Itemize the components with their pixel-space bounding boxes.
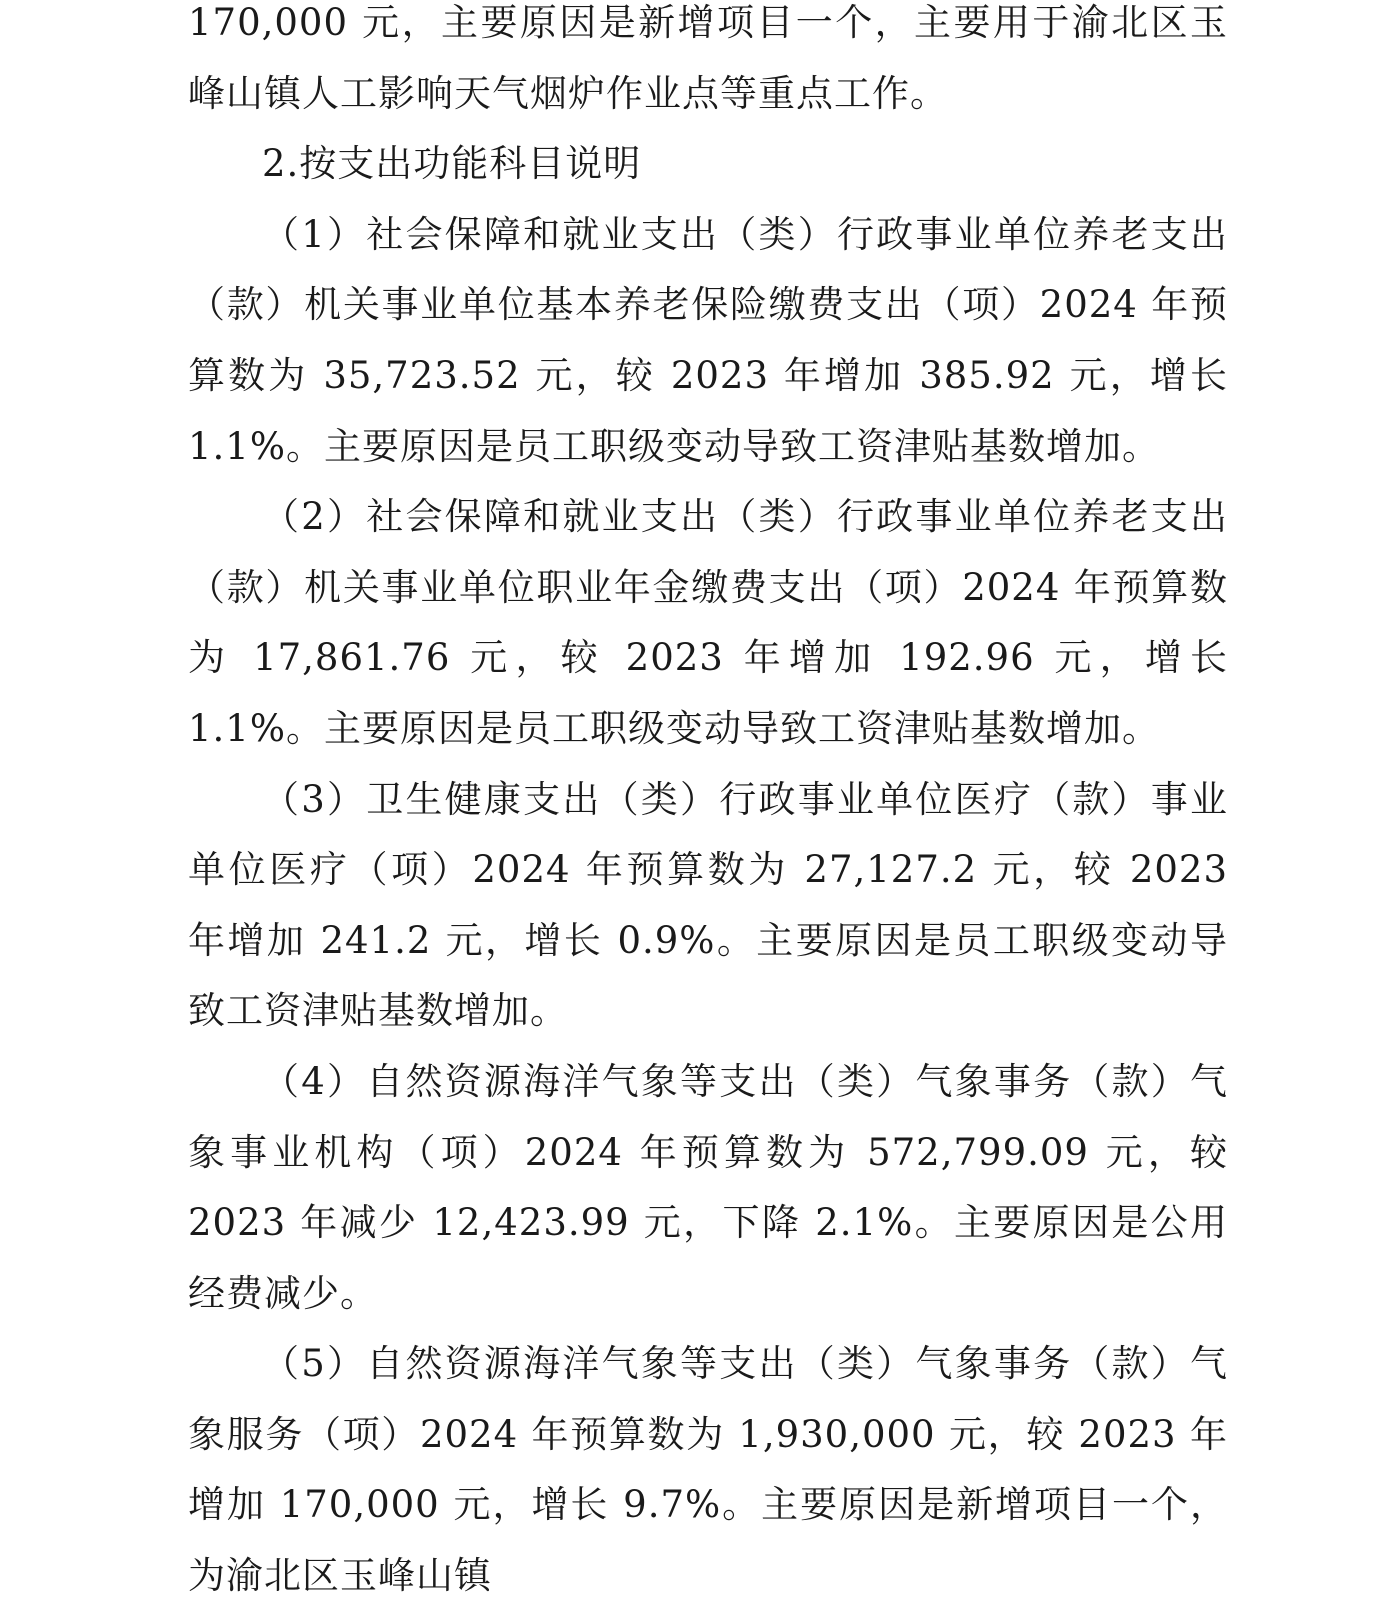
item-paragraph-3: （3）卫生健康支出（类）行政事业单位医疗（款）事业单位医疗（项）2024 年预算数为 27,127.2 元，较 2023 年增加 241.2 元，增长 0.9%。主要原因是员工职级变动导致工资津贴基数增加。 xyxy=(188,777,1228,1033)
item-paragraph-5: （5）自然资源海洋气象等支出（类）气象事务（款）气象服务（项）2024 年预算数为 1,930,000 元，较 2023 年增加 170,000 元，增长 9.7%。主要原因是新增项目一个，为渝北区玉峰山镇 xyxy=(188,1342,1228,1598)
section-heading: 2.按支出功能科目说明 xyxy=(262,142,642,186)
item-paragraph-1: （1）社会保障和就业支出（类）行政事业单位养老支出（款）机关事业单位基本养老保险缴费支出（项）2024 年预算数为 35,723.52 元，较 2023 年增加 385.92 元，增长 1.1%。主要原因是员工职级变动导致工资津贴基数增加。 xyxy=(188,212,1228,468)
item-paragraph-2: （2）社会保障和就业支出（类）行政事业单位养老支出（款）机关事业单位职业年金缴费支出（项）2024 年预算数为 17,861.76 元，较 2023 年增加 192.96 元，增长 1.1%。主要原因是员工职级变动导致工资津贴基数增加。 xyxy=(188,495,1228,750)
document-page xyxy=(188,0,1228,1612)
continuation-paragraph: 170,000 元，主要原因是新增项目一个，主要用于渝北区玉峰山镇人工影响天气烟炉作业点等重点工作。 xyxy=(188,1,1228,115)
item-paragraph-4: （4）自然资源海洋气象等支出（类）气象事务（款）气象事业机构（项）2024 年预算数为 572,799.09 元，较 2023 年减少 12,423.99 元，下降 2.1%。主要原因是公用经费减少。 xyxy=(188,1059,1228,1315)
